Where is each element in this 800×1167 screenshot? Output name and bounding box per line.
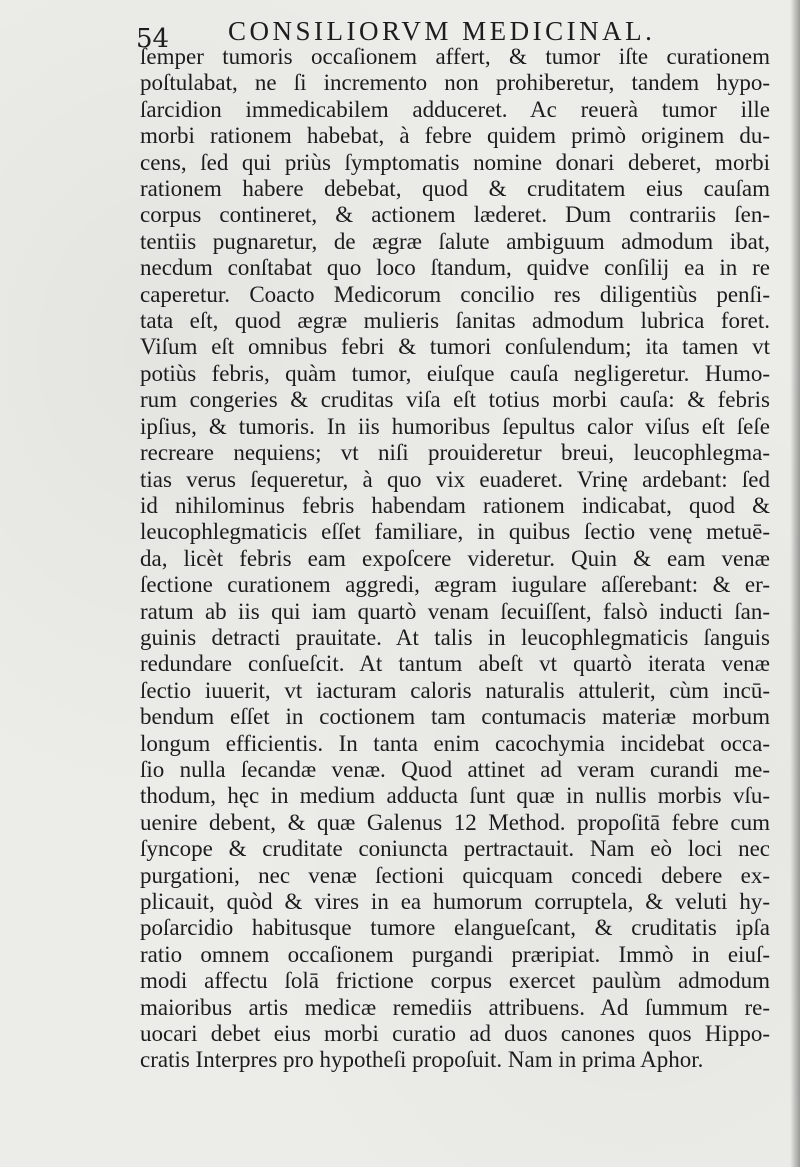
- text-line: Viſum eſt omnibus febri & tumori conſulendum; ita tamen vt: [140, 334, 770, 360]
- text-line: id nihilominus febris habendam rationem indicabat, quod &: [140, 492, 770, 518]
- text-line: longum efficientis. In tanta enim cacochymia incidebat occa-: [140, 730, 770, 756]
- text-line: ratio omnem occaſionem purgandi præripiat. Immò in eiuſ-: [140, 941, 770, 967]
- text-line: poſtulabat, ne ſi incremento non prohiberetur, tandem hypo-: [140, 70, 770, 96]
- text-line: redundare conſueſcit. At tantum abeſt vt quartò iterata venæ: [140, 651, 770, 677]
- text-line: ipſius, & tumoris. In iis humoribus ſepultus calor viſus eſt ſeſe: [140, 413, 770, 439]
- text-line: uenire debent, & quæ Galenus 12 Method. propoſitā febre cum: [140, 809, 770, 835]
- text-line: corpus contineret, & actionem læderet. Dum contrariis ſen-: [140, 202, 770, 228]
- text-line: necdum conſtabat quo loco ſtandum, quidve conſilij ea in re: [140, 255, 770, 281]
- text-line: rationem habere debebat, quod & cruditatem eius cauſam: [140, 176, 770, 202]
- text-line: ſyncope & cruditate coniuncta pertractauit. Nam eò loci nec: [140, 836, 770, 862]
- text-line: cens, ſed qui priùs ſymptomatis nomine donari deberet, morbi: [140, 149, 770, 175]
- text-line: modi affectu ſolā frictione corpus exercet paulùm admodum: [140, 968, 770, 994]
- text-line: ſectione curationem aggredi, ægram iugulare aſſerebant: & er-: [140, 572, 770, 598]
- text-line: leucophlegmaticis eſſet familiare, in quibus ſectio venę metuē-: [140, 519, 770, 545]
- text-line: guinis detracti prauitate. At talis in leucophlegmaticis ſanguis: [140, 624, 770, 650]
- text-line: maioribus artis medicæ remediis attribuens. Ad ſummum re-: [140, 994, 770, 1020]
- text-line: plicauit, quòd & vires in ea humorum corruptela, & veluti hy-: [140, 889, 770, 914]
- text-line: ratum ab iis qui iam quartò venam ſecuiſſent, falsò inducti ſan-: [140, 598, 770, 624]
- text-line: purgationi, nec venæ ſectioni quicquam concedi debere ex-: [140, 862, 770, 888]
- page-number: 54: [136, 24, 170, 54]
- text-line: ſio nulla ſecandæ venæ. Quod attinet ad veram curandi me-: [140, 756, 770, 782]
- text-line: ſemper tumoris occaſionem affert, & tumor iſte curationem: [140, 44, 770, 69]
- text-line: rum congeries & cruditas viſa eſt totius morbi cauſa: & febris: [140, 387, 770, 413]
- text-line: thodum, hęc in medium adducta ſunt quæ in nullis morbis vſu-: [140, 783, 770, 809]
- page-edge-shadow: [790, 0, 800, 1167]
- running-head: CONSILIORVM MEDICINAL.: [228, 16, 656, 46]
- text-line: potiùs febris, quàm tumor, eiuſque cauſa negligeretur. Humo-: [140, 360, 770, 386]
- text-line: cratis Interpres pro hypotheſi propoſuit. Nam in prima Aphor.: [140, 1047, 704, 1073]
- text-line: da, licèt febris eam expoſcere videretur. Quin & eam venæ: [140, 545, 770, 571]
- text-line: uocari debet eius morbi curatio ad duos canones quos Hippo-: [140, 1021, 770, 1047]
- text-line: morbi rationem habebat, à febre quidem primò originem du-: [140, 123, 770, 149]
- text-line: ſarcidion immedicabilem adduceret. Ac reuerà tumor ille: [140, 96, 770, 122]
- text-line: tentiis pugnaretur, de ægræ ſalute ambiguum admodum ibat,: [140, 228, 770, 254]
- text-line: poſarcidio habitusque tumore elangueſcant, & cruditatis ipſa: [140, 915, 770, 941]
- text-line: ſectio iuuerit, vt iacturam caloris naturalis attulerit, cùm incū-: [140, 677, 770, 703]
- text-line: bendum eſſet in coctionem tam contumacis materiæ morbum: [140, 704, 770, 730]
- body-text: [140, 44, 770, 1074]
- text-line: recreare nequiens; vt niſi prouideretur breui, leucophlegma-: [140, 440, 770, 466]
- text-line: tias verus ſequeretur, à quo vix euaderet. Vrinę ardebant: ſed: [140, 466, 770, 492]
- text-line: caperetur. Coacto Medicorum concilio res diligentiùs penſi-: [140, 281, 770, 307]
- text-line: tata eſt, quod ægræ mulieris ſanitas admodum lubrica foret.: [140, 308, 770, 334]
